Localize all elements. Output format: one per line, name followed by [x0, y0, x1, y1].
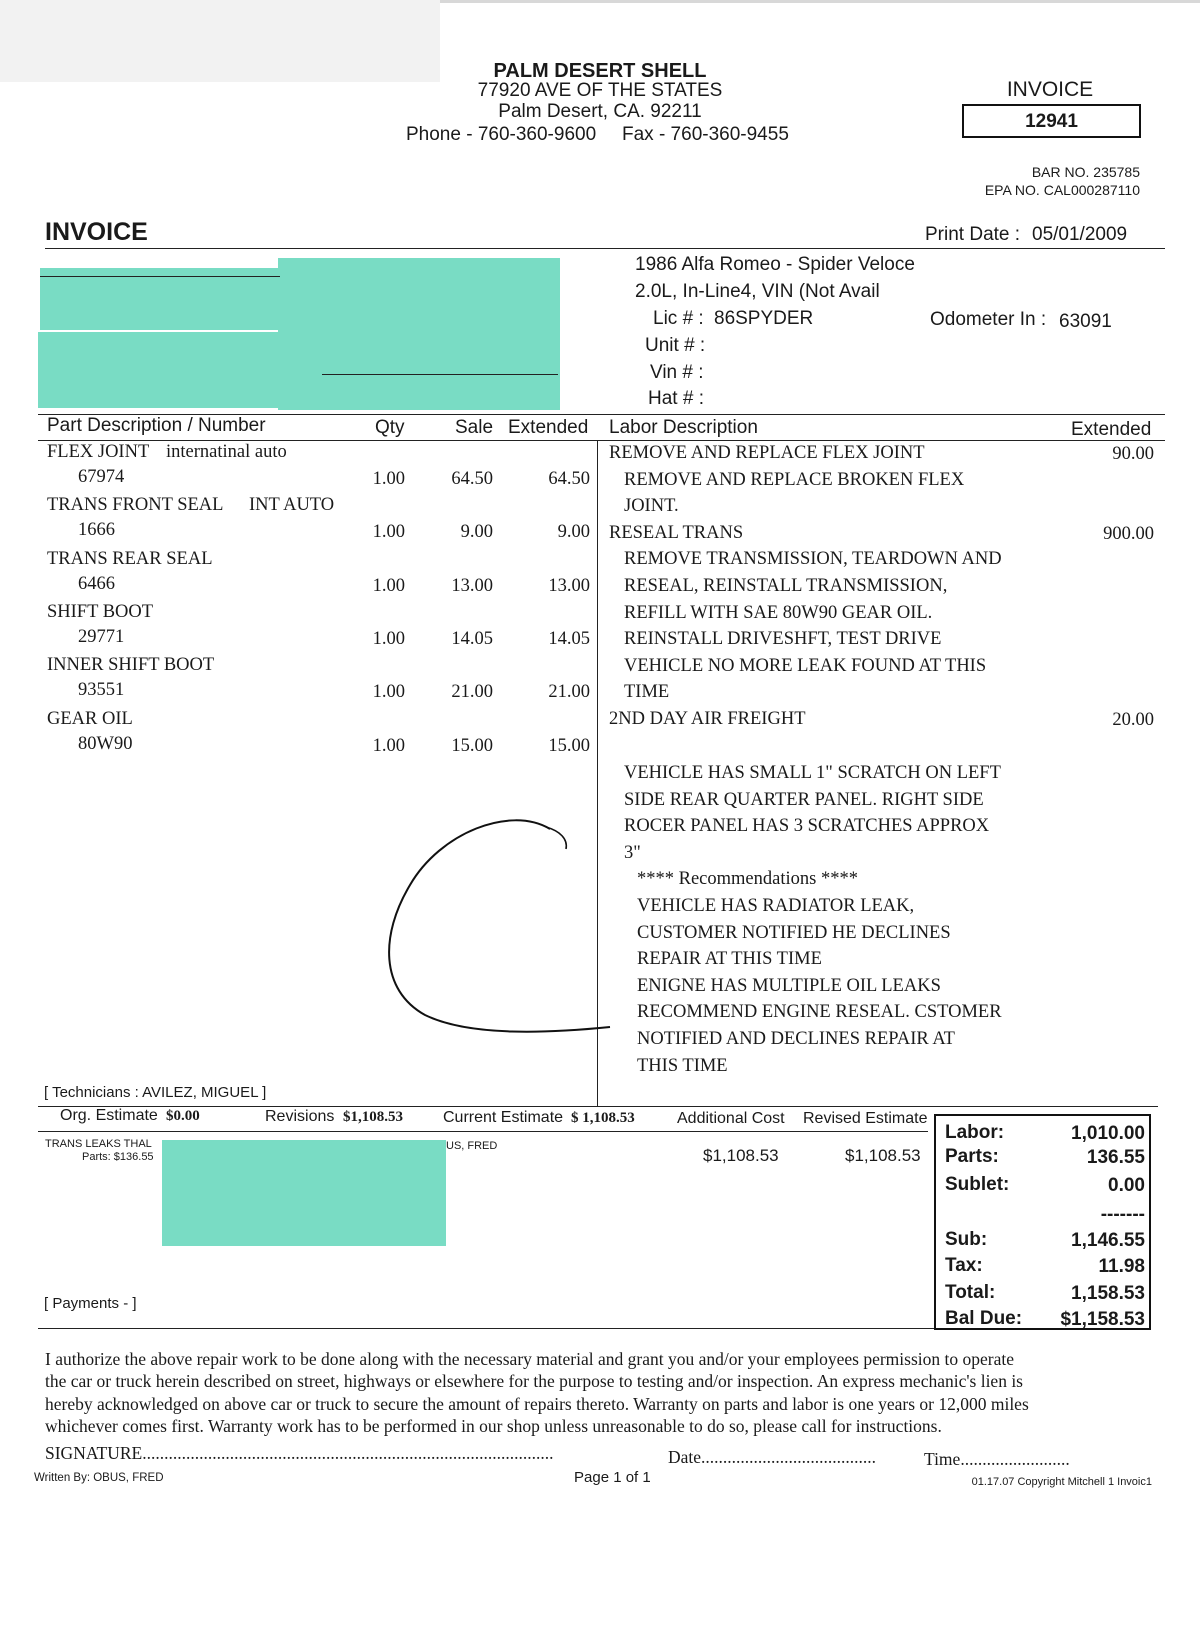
- part-extended: 13.00: [548, 575, 590, 596]
- note-line: 3": [624, 842, 641, 863]
- part-sale: 21.00: [451, 682, 493, 703]
- part-qty: 1.00: [372, 469, 405, 489]
- labor-line: RESEAL TRANS: [609, 522, 744, 543]
- part-note: INT AUTO: [249, 495, 335, 516]
- redacted-estimate-details: [162, 1140, 446, 1246]
- estimate-line-description: TRANS LEAKS THAL: [45, 1138, 152, 1150]
- org-estimate-value: $0.00: [166, 1108, 200, 1124]
- additional-cost-label: Additional Cost: [677, 1110, 785, 1127]
- note-line: REPAIR AT THIS TIME: [637, 949, 822, 970]
- estimate-top-rule: [38, 1106, 1158, 1107]
- totals-label: Parts:: [945, 1146, 999, 1167]
- part-name: GEAR OIL: [47, 708, 133, 729]
- note-line: THIS TIME: [637, 1055, 728, 1076]
- part-sale: 14.05: [451, 628, 493, 649]
- revised-estimate-value: $1,108.53: [845, 1146, 921, 1165]
- labor-header-extended: Extended: [1071, 419, 1152, 440]
- totals-bottom-rule: [38, 1328, 934, 1329]
- part-extended: 9.00: [557, 522, 590, 543]
- payments: [ Payments - ]: [44, 1295, 137, 1312]
- totals-value: 136.55: [1086, 1147, 1145, 1168]
- odometer-label: Odometer In :: [930, 309, 1047, 330]
- part-sale: 13.00: [451, 575, 493, 596]
- part-extended: 14.05: [548, 628, 590, 649]
- part-name: INNER SHIFT BOOT: [47, 655, 215, 676]
- totals-label: Sublet:: [945, 1174, 1010, 1195]
- revisions-value: $1,108.53: [343, 1109, 403, 1125]
- note-line: RECOMMEND ENGINE RESEAL. CSTOMER: [637, 1002, 1002, 1023]
- totals-value: -------: [1100, 1204, 1145, 1225]
- totals-label: Bal Due:: [945, 1308, 1023, 1329]
- scan-shadow: [0, 0, 440, 82]
- note-line: ENIGNE HAS MULTIPLE OIL LEAKS: [637, 975, 941, 996]
- legal-line: whichever comes first. Warranty work has to be performed in our shop unless unreasonable to do so, please call for instructions.: [45, 1415, 942, 1436]
- totals-value: 11.98: [1098, 1256, 1145, 1277]
- shop-name: PALM DESERT SHELL: [493, 60, 707, 82]
- date-line: Date........................................: [668, 1447, 877, 1467]
- note-line: CUSTOMER NOTIFIED HE DECLINES: [637, 922, 951, 943]
- part-name: SHIFT BOOT: [47, 601, 154, 622]
- totals-label: Total:: [945, 1282, 996, 1303]
- totals-label: Sub:: [945, 1229, 988, 1250]
- labor-line: REMOVE TRANSMISSION, TEARDOWN AND: [624, 549, 1002, 570]
- written-by: Written By: OBUS, FRED: [34, 1472, 164, 1484]
- invoice-title: INVOICE: [45, 218, 148, 246]
- vehicle-engine: 2.0L, In-Line4, VIN (Not Avail: [635, 281, 880, 302]
- shop-address: 77920 AVE OF THE STATES: [477, 80, 723, 101]
- handwritten-mark: [370, 805, 620, 1045]
- technicians: [ Technicians : AVILEZ, MIGUEL ]: [44, 1084, 267, 1101]
- note-line: SIDE REAR QUARTER PANEL. RIGHT SIDE: [624, 789, 984, 810]
- totals-value: 1,146.55: [1071, 1230, 1145, 1251]
- part-number: 67974: [78, 467, 125, 487]
- note-line: ROCER PANEL HAS 3 SCRATCHES APPROX: [624, 816, 990, 837]
- part-name: TRANS REAR SEAL: [47, 548, 213, 569]
- note-line: **** Recommendations ****: [637, 869, 858, 890]
- part-sale: 9.00: [460, 522, 493, 543]
- revised-estimate-label: Revised Estimate: [803, 1110, 928, 1127]
- labor-line: VEHICLE NO MORE LEAK FOUND AT THIS: [624, 655, 987, 676]
- header-bottom-rule: [38, 440, 1165, 441]
- parts-header-extended: Extended: [508, 417, 589, 438]
- vehicle-model: 1986 Alfa Romeo - Spider Veloce: [635, 254, 915, 275]
- vin-label: Vin # :: [650, 362, 704, 383]
- part-extended: 15.00: [548, 735, 590, 756]
- labor-header-description: Labor Description: [609, 417, 758, 438]
- legal-line: the car or truck herein described on street, highways or elsewhere for the purpose to testing and/or inspection. An express mechanic's lien is: [45, 1371, 1023, 1392]
- labor-amount: 90.00: [1112, 444, 1154, 464]
- part-name: FLEX JOINT: [47, 442, 150, 462]
- part-qty: 1.00: [372, 522, 405, 543]
- part-number: 80W90: [78, 733, 133, 754]
- estimate-line-parts: Parts: $136.55: [82, 1151, 154, 1163]
- parts-header-sale: Sale: [455, 417, 494, 438]
- labor-line: JOINT.: [624, 496, 679, 517]
- part-qty: 1.00: [372, 735, 405, 756]
- labor-line: RESEAL, REINSTALL TRANSMISSION,: [624, 576, 948, 596]
- invoice-label: INVOICE: [1006, 78, 1094, 101]
- part-number: 1666: [78, 520, 115, 541]
- legal-line: I authorize the above repair work to be done along with the necessary material and grant you and/or your employees permission to operate: [45, 1349, 1014, 1369]
- odometer-value: 63091: [1059, 311, 1112, 332]
- copyright: 01.17.07 Copyright Mitchell 1 Invoic1: [971, 1476, 1152, 1488]
- current-estimate-label: Current Estimate: [443, 1109, 564, 1126]
- totals-value: 1,158.53: [1071, 1283, 1145, 1304]
- totals-value: 1,010.00: [1071, 1123, 1145, 1144]
- print-date-label: Print Date :: [925, 224, 1021, 245]
- header-rule: [45, 248, 1165, 249]
- page-number: Page 1 of 1: [574, 1469, 651, 1486]
- note-line: VEHICLE HAS SMALL 1" SCRATCH ON LEFT: [624, 763, 1001, 783]
- epa-number: EPA NO. CAL000287110: [984, 182, 1140, 198]
- legal-line: hereby acknowledged on above car or truck to secure the amount of repairs thereto. Warranty on parts and labor is one years or 12,000 miles: [45, 1393, 1029, 1414]
- authorization-text: [45, 1348, 1155, 1437]
- note-line: NOTIFIED AND DECLINES REPAIR AT: [637, 1029, 955, 1049]
- totals-label: Tax:: [945, 1255, 983, 1276]
- signature-line: SIGNATURE..............................................................................................: [45, 1443, 554, 1463]
- current-estimate-value: $ 1,108.53: [571, 1110, 635, 1126]
- org-estimate-label: Org. Estimate: [60, 1107, 158, 1124]
- labor-line: REFILL WITH SAE 80W90 GEAR OIL.: [624, 602, 933, 623]
- redacted-customer-phone: [38, 332, 324, 408]
- part-qty: 1.00: [372, 682, 405, 703]
- part-number: 6466: [78, 573, 115, 594]
- labor-amount: 900.00: [1103, 523, 1154, 544]
- note-line: VEHICLE HAS RADIATOR LEAK,: [637, 896, 915, 916]
- unit-label: Unit # :: [645, 335, 706, 356]
- additional-cost-value: $1,108.53: [703, 1146, 779, 1165]
- totals-value: $1,158.53: [1060, 1309, 1145, 1330]
- totals-value: 0.00: [1108, 1175, 1145, 1196]
- part-sale: 64.50: [451, 469, 493, 489]
- part-extended: 64.50: [548, 469, 590, 489]
- totals-label: Labor:: [945, 1122, 1005, 1143]
- shop-fax: Fax - 760-360-9455: [622, 124, 789, 145]
- shop-city: Palm Desert, CA. 92211: [498, 101, 702, 122]
- invoice-number: 12941: [962, 104, 1141, 138]
- estimate-header-rule: [38, 1131, 928, 1132]
- time-line: Time.........................: [924, 1449, 1070, 1469]
- estimate-line-writer: US, FRED: [446, 1140, 498, 1152]
- revisions-label: Revisions: [265, 1108, 335, 1125]
- redaction-line: [322, 374, 558, 375]
- part-note: internatinal auto: [166, 442, 287, 462]
- labor-line: REMOVE AND REPLACE BROKEN FLEX: [624, 469, 965, 490]
- lic-value: 86SPYDER: [714, 308, 814, 329]
- part-extended: 21.00: [548, 682, 590, 703]
- labor-line: REINSTALL DRIVESHFT, TEST DRIVE: [624, 629, 942, 650]
- part-qty: 1.00: [372, 628, 405, 649]
- part-name: TRANS FRONT SEAL: [47, 495, 224, 516]
- bar-number: BAR NO. 235785: [1031, 164, 1140, 180]
- hat-label: Hat # :: [648, 388, 704, 409]
- shop-phone: Phone - 760-360-9600: [406, 124, 597, 145]
- scan-edge: [440, 0, 1200, 3]
- parts-header-qty: Qty: [375, 417, 405, 438]
- labor-amount: 20.00: [1112, 710, 1154, 730]
- part-number: 93551: [78, 680, 125, 701]
- part-number: 29771: [78, 626, 125, 647]
- parts-header-description: Part Description / Number: [47, 415, 266, 436]
- part-qty: 1.00: [372, 575, 405, 596]
- lic-label: Lic # :: [653, 308, 704, 329]
- labor-line: 2ND DAY AIR FREIGHT: [609, 709, 806, 729]
- labor-line: REMOVE AND REPLACE FLEX JOINT: [609, 443, 925, 463]
- labor-line: TIME: [624, 682, 670, 703]
- print-date: 05/01/2009: [1032, 224, 1128, 245]
- part-sale: 15.00: [451, 735, 493, 756]
- redaction-line: [40, 276, 280, 277]
- redacted-customer-name: [40, 268, 282, 330]
